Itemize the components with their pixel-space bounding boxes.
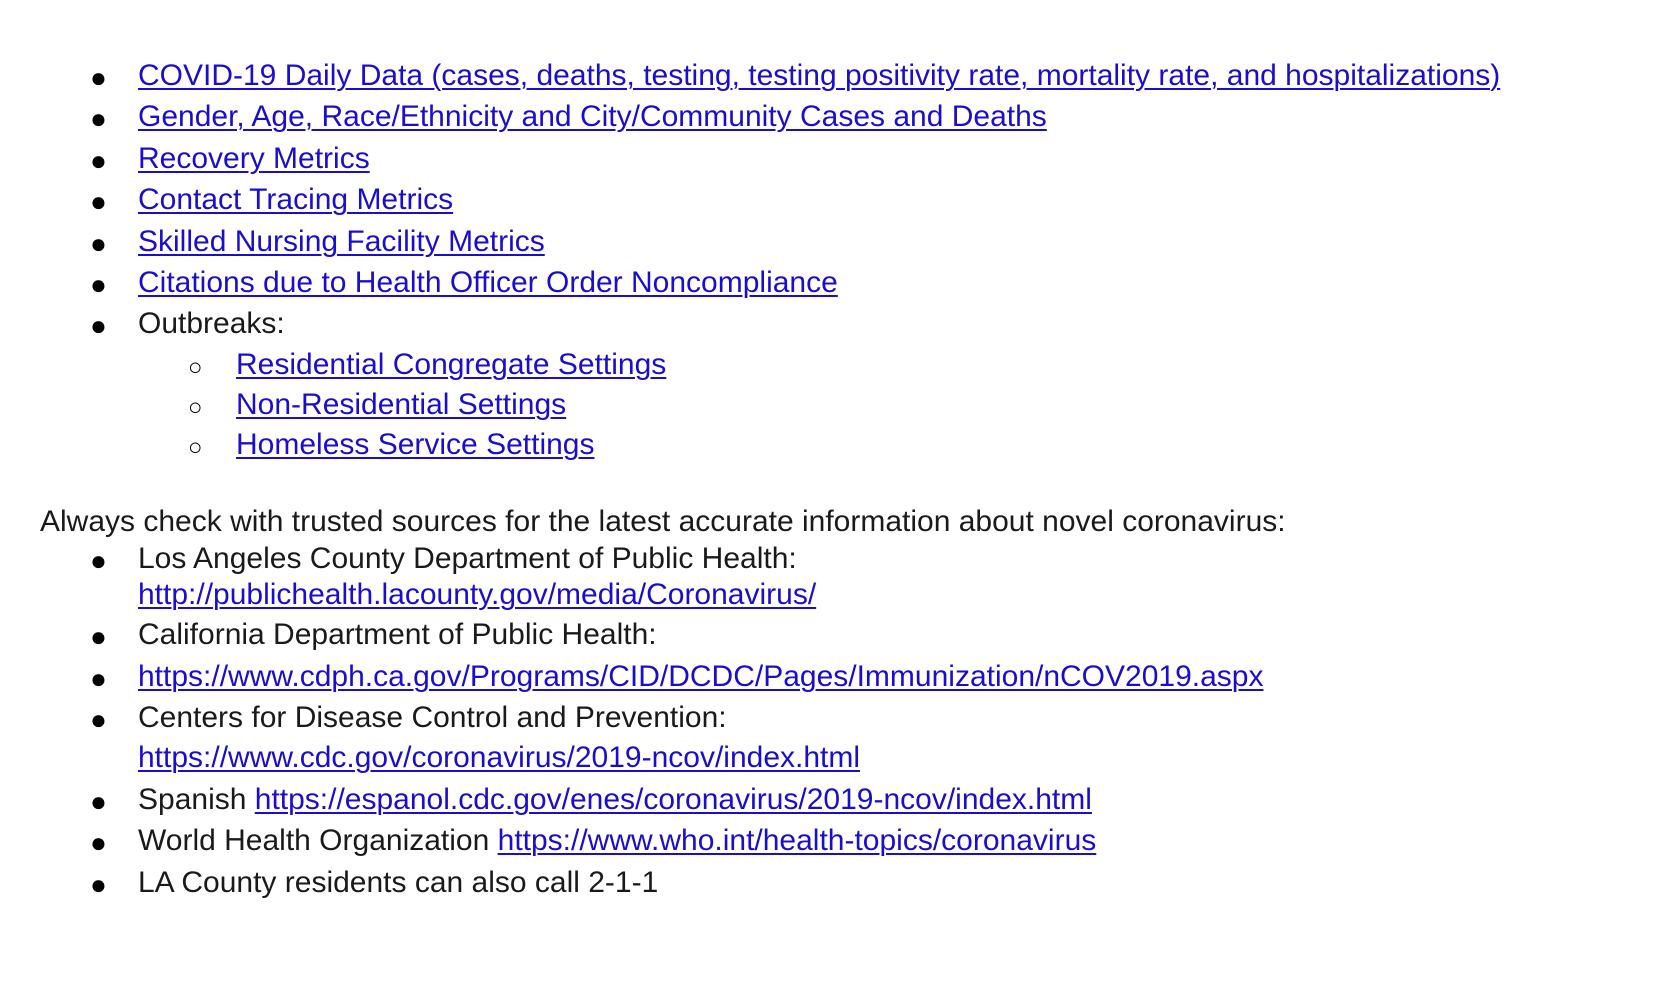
lacounty-label: Los Angeles County Department of Public Health:	[138, 542, 797, 575]
link-who-url[interactable]: https://www.who.int/health-topics/coronavirus	[497, 824, 1097, 857]
link-homeless-service[interactable]: Homeless Service Settings	[236, 428, 595, 461]
spanish-label: Spanish	[138, 783, 247, 816]
trusted-sources-intro: Always check with trusted sources for the latest accurate information about novel coronavirus:	[40, 505, 1286, 538]
bullet-icon	[90, 825, 107, 861]
bullet-icon	[90, 619, 107, 655]
bullet-icon	[90, 784, 107, 820]
link-residential-congregate[interactable]: Residential Congregate Settings	[236, 348, 667, 381]
circle-bullet-icon	[188, 390, 203, 426]
outbreaks-label: Outbreaks:	[138, 307, 285, 340]
link-covid-daily-data[interactable]: COVID-19 Daily Data (cases, deaths, testing, testing positivity rate, mortality rate, and hospitalizations)	[138, 59, 1501, 92]
bullet-icon	[90, 661, 107, 697]
link-citations-noncompliance[interactable]: Citations due to Health Officer Order Noncompliance	[138, 266, 838, 299]
link-cdc-url[interactable]: https://www.cdc.gov/coronavirus/2019-ncov/index.html	[138, 741, 861, 774]
bullet-icon	[90, 867, 107, 903]
bullet-icon	[90, 702, 107, 738]
bullet-icon	[90, 267, 107, 303]
link-lacounty-url[interactable]: http://publichealth.lacounty.gov/media/Coronavirus/	[138, 578, 817, 611]
call-211-text: LA County residents can also call 2-1-1	[138, 866, 659, 899]
who-label: World Health Organization	[138, 824, 490, 857]
bullet-icon	[90, 143, 107, 179]
bullet-icon	[90, 226, 107, 262]
link-non-residential[interactable]: Non-Residential Settings	[236, 388, 567, 421]
cdc-label: Centers for Disease Control and Prevention:	[138, 701, 727, 734]
bullet-icon	[90, 184, 107, 220]
circle-bullet-icon	[188, 430, 203, 466]
link-recovery-metrics[interactable]: Recovery Metrics	[138, 142, 370, 175]
link-spanish-cdc-url[interactable]: https://espanol.cdc.gov/enes/coronavirus/2019-ncov/index.html	[254, 783, 1092, 816]
bullet-icon	[90, 60, 107, 96]
cdph-label: California Department of Public Health:	[138, 618, 657, 651]
bullet-icon	[90, 308, 107, 344]
bullet-icon	[90, 101, 107, 137]
circle-bullet-icon	[188, 350, 203, 386]
link-skilled-nursing-metrics[interactable]: Skilled Nursing Facility Metrics	[138, 225, 545, 258]
link-contact-tracing-metrics[interactable]: Contact Tracing Metrics	[138, 183, 454, 216]
link-cdph-url[interactable]: https://www.cdph.ca.gov/Programs/CID/DCDC/Pages/Immunization/nCOV2019.aspx	[138, 660, 1264, 693]
bullet-icon	[90, 543, 107, 579]
link-demographics-cases-deaths[interactable]: Gender, Age, Race/Ethnicity and City/Community Cases and Deaths	[138, 100, 1047, 133]
